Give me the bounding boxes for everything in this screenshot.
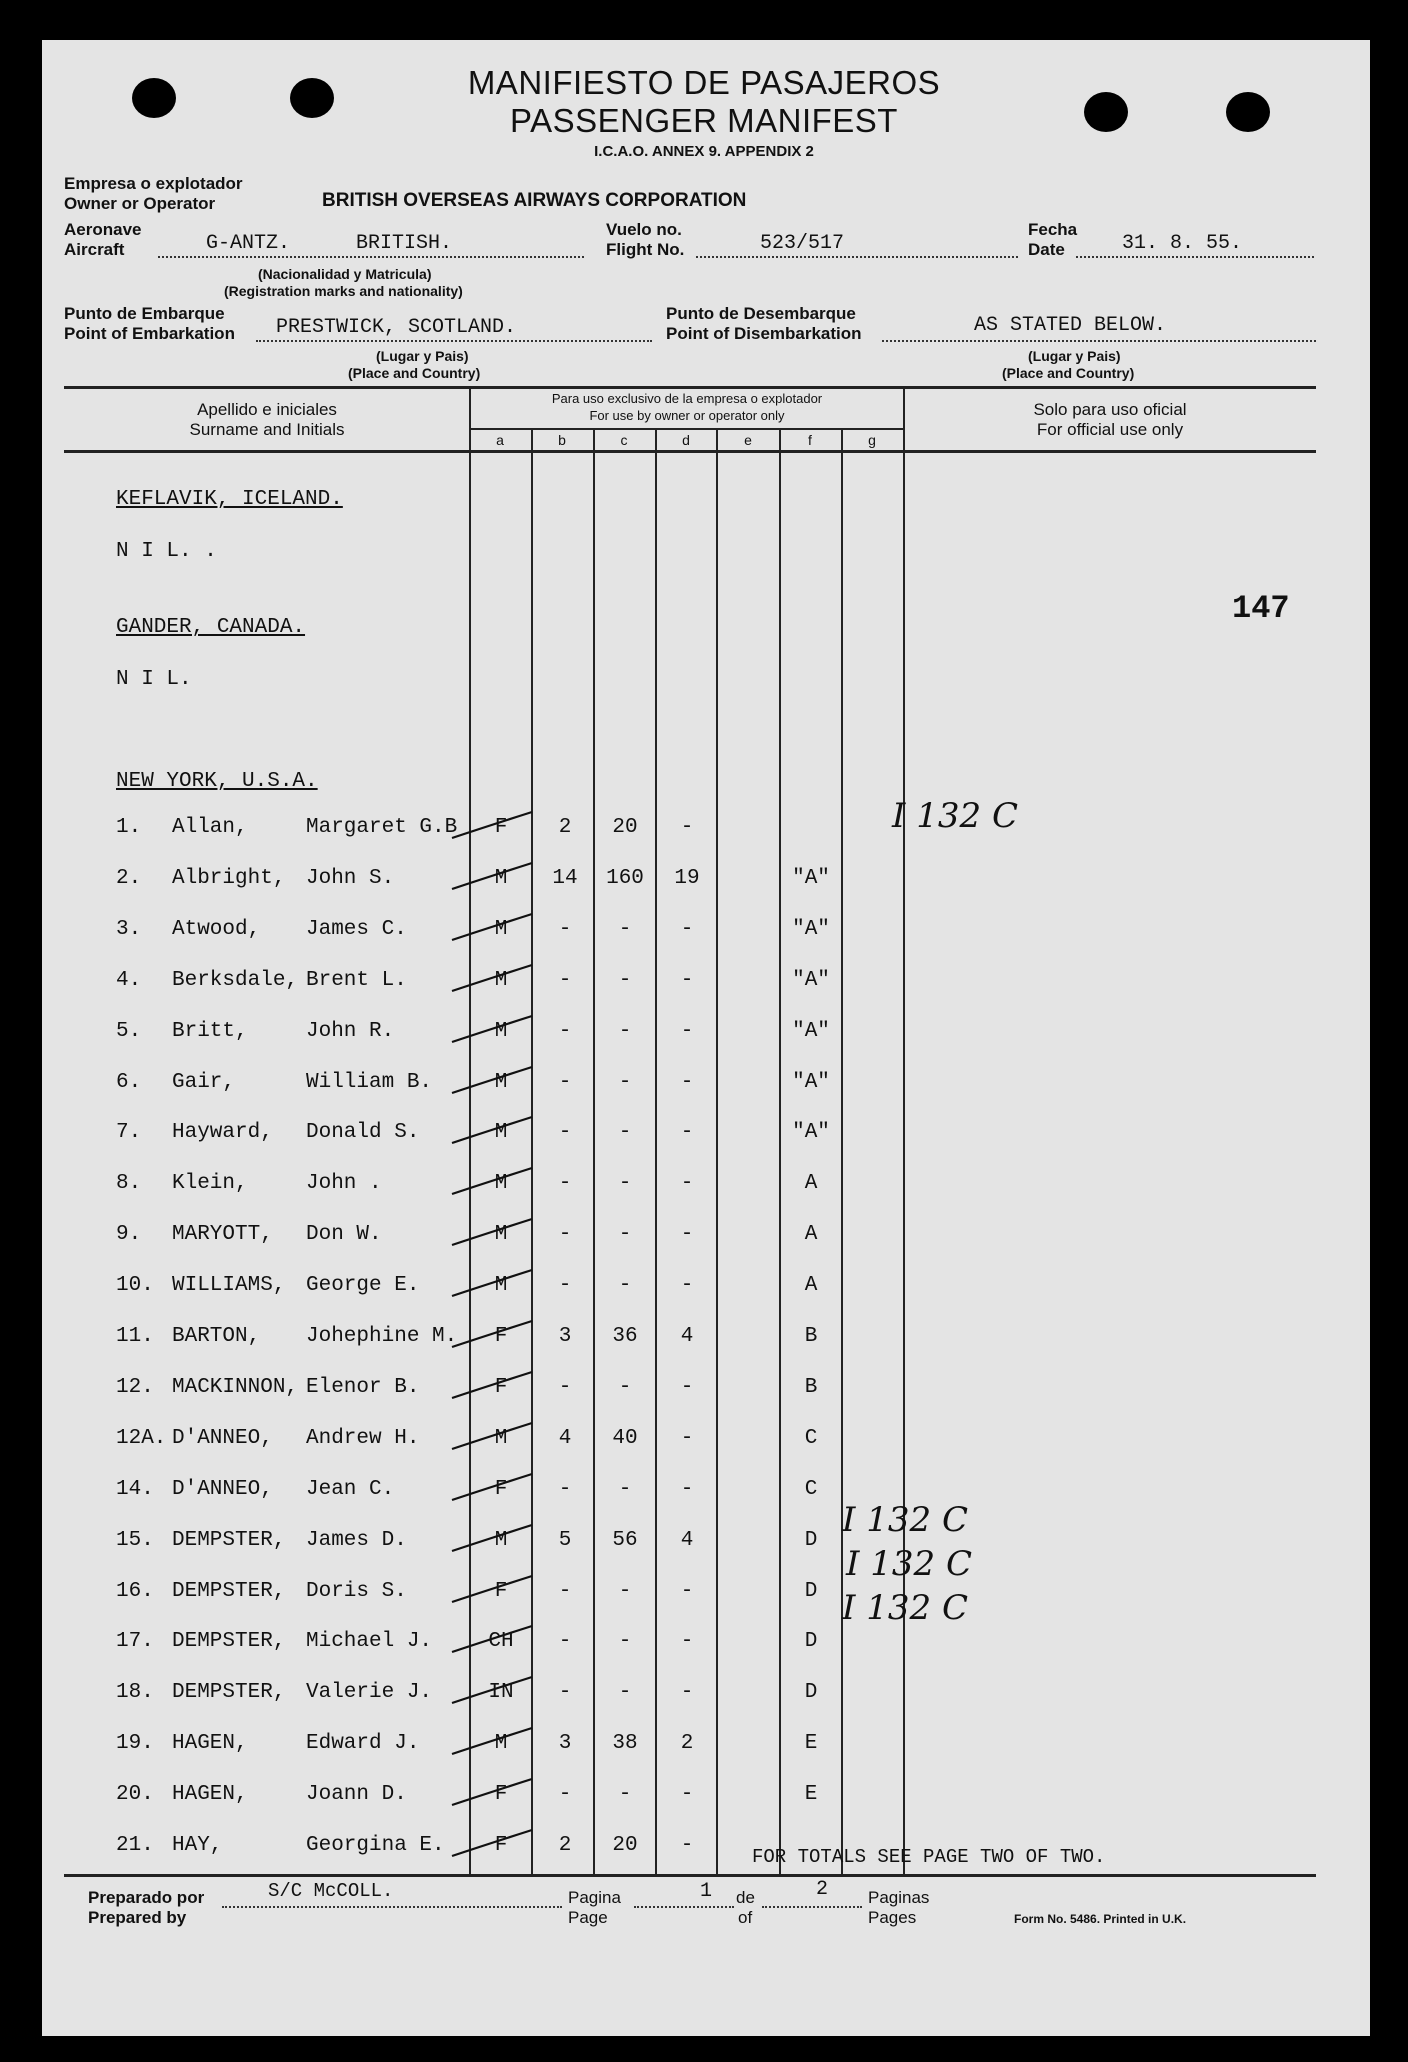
passenger-weight: - [618,1375,632,1399]
passenger-surname: HAGEN, [172,1783,248,1807]
passenger-group: D [804,1630,818,1654]
passenger-excess: 4 [680,1325,694,1348]
passenger-surname: Atwood, [172,917,261,941]
passenger-sex: F [494,1325,508,1348]
totals-note: FOR TOTALS SEE PAGE TWO OF TWO. [752,1846,1106,1868]
passenger-pieces: - [558,1375,572,1399]
passenger-given-names: Andrew H. [306,1426,420,1450]
passenger-excess: - [680,1579,694,1603]
passenger-surname: MACKINNON, [172,1375,299,1399]
passenger-number: 12. [116,1375,154,1399]
passenger-given-names: Michael J. [306,1630,433,1654]
passenger-pieces: 3 [558,1732,572,1756]
page-line [634,1906,734,1908]
passenger-excess: - [680,1477,694,1501]
passenger-weight: - [618,917,632,941]
flight-number: 523/517 [760,232,845,255]
passenger-excess: - [680,1375,694,1399]
passenger-weight: - [618,1019,632,1043]
passenger-given-names: James D. [306,1528,407,1552]
passenger-pieces: 2 [558,816,572,839]
passenger-excess: - [680,1070,694,1094]
embark-value: PRESTWICK, SCOTLAND. [276,316,517,339]
passenger-group: A [804,1172,818,1196]
passenger-weight: - [618,1477,632,1501]
passenger-surname: Britt, [172,1019,248,1043]
passenger-given-names: Don W. [306,1223,382,1247]
official-header-en: For official use only [1036,420,1184,439]
passenger-group: "A" [792,917,830,941]
stop-gander: GANDER, CANADA. [116,616,306,639]
passenger-given-names: Brent L. [306,968,407,992]
passenger-pieces: - [558,1477,572,1501]
pages-label-en: Pages [868,1908,917,1927]
table-top-rule [64,386,1316,389]
passenger-sex: M [494,866,508,890]
passenger-surname: D'ANNEO, [172,1426,273,1450]
passenger-surname: MARYOTT, [172,1223,273,1247]
column-letter-e: e [744,432,752,448]
passenger-sex: M [494,1732,508,1756]
passenger-sex: M [494,1274,508,1298]
prepared-label-es: Preparado por [88,1888,205,1907]
disembark-line [882,340,1316,342]
passenger-pieces: - [558,917,572,941]
passenger-weight: 38 [612,1732,638,1756]
passenger-number: 3. [116,917,142,941]
passenger-weight: 20 [612,1834,638,1857]
passenger-number: 19. [116,1732,154,1756]
passenger-weight: - [618,1783,632,1807]
passenger-surname: Hayward, [172,1121,273,1145]
passenger-pieces: 3 [558,1325,572,1348]
surname-header-en: Surname and Initials [189,420,345,439]
operator-label-en: Owner or Operator [64,194,216,213]
passenger-excess: - [680,1834,694,1857]
passenger-surname: HAGEN, [172,1732,248,1756]
passenger-surname: DEMPSTER, [172,1528,286,1552]
passenger-weight: - [618,1070,632,1094]
handwritten-code: I 132 C [846,1544,972,1584]
embark-line [256,340,652,342]
passenger-number: 2. [116,866,142,890]
passenger-surname: DEMPSTER, [172,1579,286,1603]
operator-label-es: Empresa o explotador [64,174,243,193]
aircraft-label-en: Aircraft [64,240,125,259]
aircraft-registration: G-ANTZ. [206,232,291,255]
passenger-weight: - [618,1681,632,1705]
passenger-given-names: Doris S. [306,1579,407,1603]
column-divider [655,428,657,1876]
flight-label-es: Vuelo no. [606,220,682,239]
passenger-group: "A" [792,1121,830,1145]
passenger-pieces: - [558,1630,572,1654]
passenger-sex: CH [488,1630,514,1654]
passenger-group: C [804,1426,818,1450]
disembark-place-note-es: (Lugar y Pais) [1028,348,1121,364]
column-letter-f: f [808,432,812,448]
passenger-pieces: - [558,1070,572,1094]
passenger-weight: 40 [612,1426,638,1450]
passenger-sex: F [494,1477,508,1501]
aircraft-note-en: (Registration marks and nationality) [224,283,463,299]
passenger-surname: Berksdale, [172,968,299,992]
column-divider [593,428,595,1876]
disembark-label-en: Point of Disembarkation [666,324,862,343]
punch-hole [132,78,176,118]
form-number: Form No. 5486. Printed in U.K. [1014,1912,1187,1926]
passenger-number: 6. [116,1070,142,1094]
prepared-label-en: Prepared by [88,1908,187,1927]
passenger-group: B [804,1375,818,1399]
owner-header-es: Para uso exclusivo de la empresa o explotador [551,391,823,406]
of-label-en: of [738,1908,753,1927]
passenger-sex: F [494,816,508,839]
subtitle: I.C.A.O. ANNEX 9. APPENDIX 2 [594,143,814,160]
passenger-given-names: Johephine M. [306,1325,458,1348]
passenger-weight: - [618,968,632,992]
aircraft-line [158,256,584,258]
passenger-sex: M [494,1172,508,1196]
passenger-given-names: Georgina E. [306,1834,445,1857]
column-divider [531,428,533,1876]
column-divider [903,388,905,1876]
column-letter-g: g [868,432,876,448]
passenger-number: 21. [116,1834,154,1857]
title-spanish: MANIFIESTO DE PASAJEROS [467,64,941,101]
passenger-excess: - [680,1121,694,1145]
passenger-excess: - [680,1019,694,1043]
punch-hole [290,78,334,118]
passenger-given-names: John S. [306,866,395,890]
passenger-pieces: 14 [552,866,578,890]
stop-keflavik-note: N I L. . [116,540,217,563]
passenger-given-names: Valerie J. [306,1681,433,1705]
passenger-pieces: - [558,1121,572,1145]
passenger-surname: D'ANNEO, [172,1477,273,1501]
punch-hole [1226,92,1270,132]
passenger-number: 7. [116,1121,142,1145]
passenger-given-names: Elenor B. [306,1375,420,1399]
column-divider [841,428,843,1876]
prepared-by-value: S/C McCOLL. [268,1880,394,1902]
table-bottom-rule [64,1874,1316,1877]
passenger-pieces: 5 [558,1528,572,1552]
stop-keflavik: KEFLAVIK, ICELAND. [116,488,343,511]
passenger-group: "A" [792,866,830,890]
total-pages: 2 [816,1878,829,1901]
surname-header-es: Apellido e iniciales [197,400,337,419]
passenger-excess: - [680,816,694,839]
passenger-sex: M [494,1070,508,1094]
passenger-excess: - [680,1172,694,1196]
passenger-excess: 19 [674,866,700,890]
column-divider [716,428,718,1876]
passenger-excess: - [680,1274,694,1298]
passenger-excess: 4 [680,1528,694,1552]
passenger-excess: - [680,1630,694,1654]
passenger-group: B [804,1325,818,1348]
stop-gander-note: N I L. [116,668,192,691]
passenger-number: 14. [116,1477,154,1501]
embark-label-es: Punto de Embarque [64,304,225,323]
passenger-sex: F [494,1375,508,1399]
passenger-sex: F [494,1783,508,1807]
passenger-excess: - [680,1223,694,1247]
passenger-surname: Albright, [172,866,286,890]
passenger-group: E [804,1783,818,1807]
passenger-excess: - [680,1426,694,1450]
passenger-group: E [804,1732,818,1756]
passenger-sex: M [494,1426,508,1450]
pages-label-es: Paginas [868,1888,930,1907]
passenger-excess: 2 [680,1732,694,1756]
header-bottom-rule [64,450,1316,453]
column-divider [779,428,781,1876]
title-english: PASSENGER MANIFEST [510,102,898,139]
passenger-surname: Allan, [172,816,248,839]
embark-label-en: Point of Embarkation [64,324,235,343]
embark-place-note-es: (Lugar y Pais) [376,348,469,364]
passenger-given-names: Joann D. [306,1783,407,1807]
date-line [1076,256,1314,258]
page-number: 1 [700,1880,713,1903]
passenger-sex: M [494,1223,508,1247]
passenger-sex: IN [488,1681,514,1705]
passenger-pieces: - [558,1223,572,1247]
disembark-label-es: Punto de Desembarque [666,304,856,323]
passenger-number: 17. [116,1630,154,1654]
passenger-surname: Klein, [172,1172,248,1196]
passenger-weight: - [618,1172,632,1196]
passenger-sex: M [494,1121,508,1145]
passenger-given-names: Edward J. [306,1732,420,1756]
column-letter-c: c [620,432,628,448]
embark-place-note-en: (Place and Country) [348,365,481,381]
official-header-es: Solo para uso oficial [1033,400,1187,419]
passenger-sex: F [494,1579,508,1603]
passenger-pieces: 2 [558,1834,572,1857]
column-letter-b: b [558,432,566,448]
owner-header-en: For use by owner or operator only [589,408,785,423]
operator-value: BRITISH OVERSEAS AIRWAYS CORPORATION [322,190,747,211]
passenger-given-names: James C. [306,917,407,941]
passenger-sex: M [494,1019,508,1043]
passenger-given-names: Jean C. [306,1477,395,1501]
flight-line [696,256,1018,258]
passenger-weight: - [618,1630,632,1654]
passenger-group: A [804,1274,818,1298]
passenger-sex: M [494,1528,508,1552]
passenger-sex: M [494,917,508,941]
passenger-group: C [804,1477,818,1501]
page-label-en: Page [568,1908,608,1927]
passenger-surname: WILLIAMS, [172,1274,286,1298]
date-label-en: Date [1028,240,1065,259]
passenger-excess: - [680,1681,694,1705]
passenger-pieces: - [558,1681,572,1705]
date-value: 31. 8. 55. [1122,232,1243,255]
passenger-group: "A" [792,1019,830,1043]
passenger-number: 11. [116,1325,154,1348]
passenger-pieces: 4 [558,1426,572,1450]
passenger-weight: - [618,1121,632,1145]
handwritten-code: I 132 C [842,1500,968,1540]
total-pages-line [762,1906,862,1908]
disembark-place-note-en: (Place and Country) [1002,365,1135,381]
passenger-number: 18. [116,1681,154,1705]
aircraft-note-es: (Nacionalidad y Matricula) [258,266,432,282]
date-label-es: Fecha [1028,220,1078,239]
passenger-group: D [804,1528,818,1552]
passenger-given-names: William B. [306,1070,433,1094]
passenger-pieces: - [558,1783,572,1807]
punch-hole [1084,92,1128,132]
passenger-surname: HAY, [172,1834,223,1857]
passenger-number: 5. [116,1019,142,1043]
page-label-es: Pagina [568,1888,621,1907]
passenger-excess: - [680,1783,694,1807]
owner-subheader-rule [470,428,904,430]
column-letter-a: a [496,432,504,448]
aircraft-label-es: Aeronave [64,220,142,239]
prepared-line [222,1906,562,1908]
handwritten-code: I 132 C [842,1588,968,1628]
passenger-weight: 20 [612,816,638,839]
disembark-value: AS STATED BELOW. [974,314,1167,337]
passenger-surname: Gair, [172,1070,236,1094]
column-letter-d: d [682,432,690,448]
passenger-number: 1. [116,816,142,839]
passenger-excess: - [680,917,694,941]
of-label-es: de [736,1888,755,1907]
passenger-number: 20. [116,1783,154,1807]
passenger-given-names: Donald S. [306,1121,420,1145]
passenger-group: D [804,1579,818,1603]
passenger-surname: DEMPSTER, [172,1630,286,1654]
passenger-surname: BARTON, [172,1325,261,1348]
passenger-group: A [804,1223,818,1247]
passenger-given-names: Margaret G.B [306,816,458,839]
passenger-given-names: John R. [306,1019,395,1043]
passenger-surname: DEMPSTER, [172,1681,286,1705]
passenger-pieces: - [558,968,572,992]
passenger-number: 16. [116,1579,154,1603]
passenger-number: 12A. [116,1426,167,1450]
handwritten-code: I 132 C [892,796,1018,836]
aircraft-nationality: BRITISH. [356,232,453,255]
page-stamp-number: 147 [1232,590,1290,627]
stop-new-york: NEW YORK, U.S.A. [116,770,318,793]
passenger-weight: 56 [612,1528,638,1552]
passenger-number: 15. [116,1528,154,1552]
passenger-weight: - [618,1579,632,1603]
passenger-number: 8. [116,1172,142,1196]
passenger-weight: 36 [612,1325,638,1348]
passenger-pieces: - [558,1019,572,1043]
passenger-number: 4. [116,968,142,992]
passenger-group: D [804,1681,818,1705]
passenger-sex: F [494,1834,508,1857]
passenger-pieces: - [558,1172,572,1196]
passenger-given-names: John . [306,1172,382,1196]
passenger-pieces: - [558,1274,572,1298]
passenger-number: 10. [116,1274,154,1298]
passenger-weight: - [618,1274,632,1298]
passenger-group: "A" [792,1070,830,1094]
passenger-number: 9. [116,1223,142,1247]
column-divider [469,388,471,1876]
passenger-weight: 160 [606,866,644,890]
passenger-given-names: George E. [306,1274,420,1298]
passenger-pieces: - [558,1579,572,1603]
passenger-group: "A" [792,968,830,992]
passenger-weight: - [618,1223,632,1247]
passenger-sex: M [494,968,508,992]
flight-label-en: Flight No. [606,240,685,259]
passenger-excess: - [680,968,694,992]
